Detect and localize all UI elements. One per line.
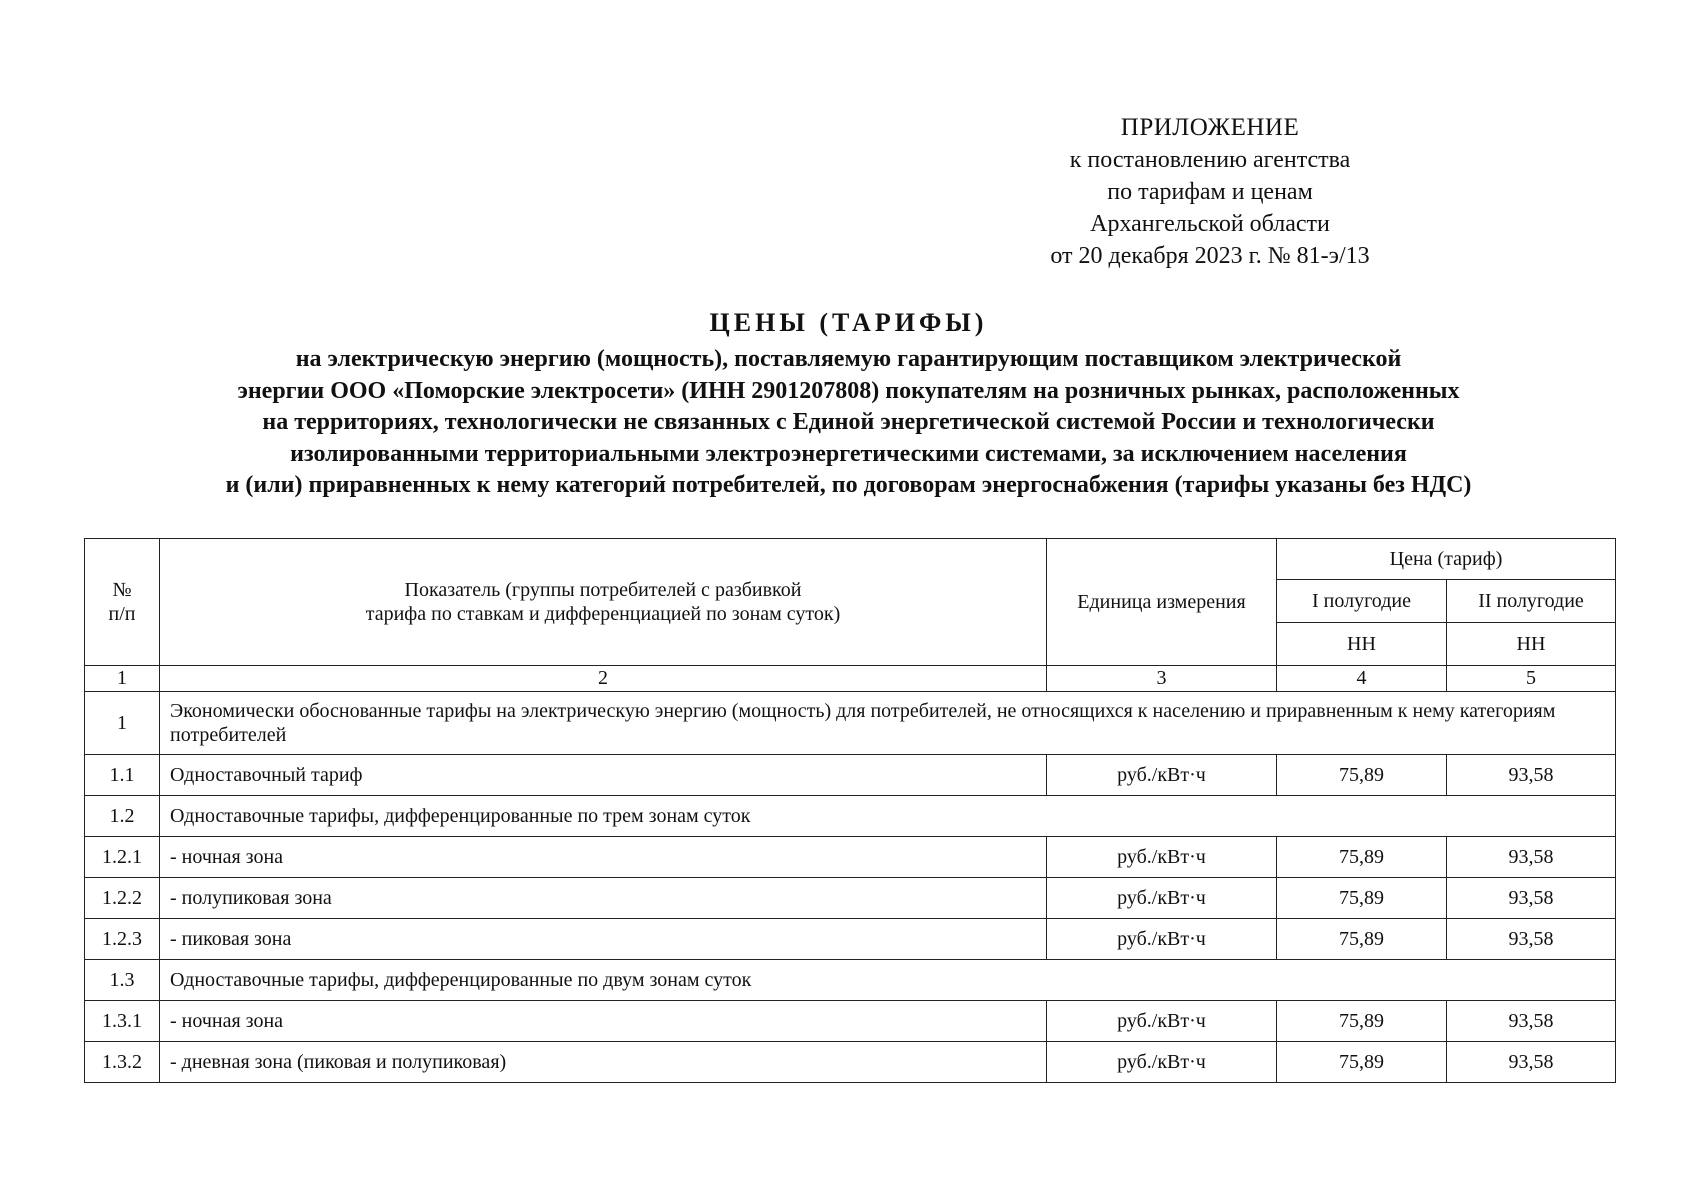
row-number: 1	[85, 692, 160, 755]
document-subtitle	[60, 344, 1637, 502]
header-indicator	[160, 539, 1047, 666]
row-unit: руб./кВт·ч	[1047, 1001, 1277, 1042]
row-unit: руб./кВт·ч	[1047, 755, 1277, 796]
table-row	[85, 878, 1616, 919]
column-number: 2	[160, 666, 1047, 692]
row-number: 1.3.1	[85, 1001, 160, 1042]
header-indicator-line: тарифа по ставкам и дифференциацией по зонам суток)	[365, 603, 841, 625]
subtitle-line: изолированными территориальными электроэнергетическими системами, за исключением населения	[290, 440, 1407, 467]
table-row	[85, 1042, 1616, 1083]
appendix-line: Архангельской области	[1090, 211, 1330, 237]
header-number-abbr: п/п	[108, 603, 136, 625]
table-row	[85, 1001, 1616, 1042]
row-value-half-2: 93,58	[1447, 919, 1616, 960]
column-number: 5	[1447, 666, 1616, 692]
row-description: Одноставочный тариф	[160, 755, 1047, 796]
row-number: 1.2.3	[85, 919, 160, 960]
subtitle-line: на электрическую энергию (мощность), поставляемую гарантирующим поставщиком электрической	[295, 346, 1402, 372]
subtitle-line: на территориях, технологически не связанных с Единой энергетической системой России и технологически	[262, 409, 1435, 435]
row-value-half-1: 75,89	[1277, 755, 1447, 796]
row-number: 1.3.2	[85, 1042, 160, 1083]
row-description: - полупиковая зона	[160, 878, 1047, 919]
row-value-half-2: 93,58	[1447, 1001, 1616, 1042]
row-number: 1.2	[85, 796, 160, 837]
header-price: Цена (тариф)	[1277, 539, 1616, 580]
header-number-symbol: №	[112, 579, 132, 601]
table-row	[85, 837, 1616, 878]
row-value-half-2: 93,58	[1447, 1042, 1616, 1083]
column-number: 3	[1047, 666, 1277, 692]
subtitle-line: и (или) приравненных к нему категорий потребителей, по договорам энергоснабжения (тарифы указаны без НДС)	[225, 472, 1472, 498]
row-value-half-2: 93,58	[1447, 837, 1616, 878]
header-number	[85, 539, 160, 666]
document-title: ЦЕНЫ (ТАРИФЫ)	[709, 308, 988, 337]
header-unit: Единица измерения	[1047, 539, 1277, 666]
row-description: - ночная зона	[160, 1001, 1047, 1042]
header-half-1: I полугодие	[1277, 580, 1447, 623]
row-unit: руб./кВт·ч	[1047, 878, 1277, 919]
row-description: Одноставочные тарифы, дифференцированные по трем зонам суток	[160, 796, 1616, 837]
row-description: Экономически обоснованные тарифы на электрическую энергию (мощность) для потребителей, не относящихся к населению и приравненным к нему категориям потребителей	[160, 692, 1616, 755]
row-description: - дневная зона (пиковая и полупиковая)	[160, 1042, 1047, 1083]
table-row	[85, 796, 1616, 837]
row-value-half-1: 75,89	[1277, 1042, 1447, 1083]
row-number: 1.2.1	[85, 837, 160, 878]
table-row	[85, 919, 1616, 960]
row-unit: руб./кВт·ч	[1047, 837, 1277, 878]
row-unit: руб./кВт·ч	[1047, 1042, 1277, 1083]
appendix-block	[1010, 112, 1410, 272]
row-description: - ночная зона	[160, 837, 1047, 878]
table-row	[85, 960, 1616, 1001]
row-description: - пиковая зона	[160, 919, 1047, 960]
row-number: 1.2.2	[85, 878, 160, 919]
row-value-half-1: 75,89	[1277, 837, 1447, 878]
appendix-line: к постановлению агентства	[1069, 147, 1351, 173]
column-number: 1	[85, 666, 160, 692]
row-description: Одноставочные тарифы, дифференцированные по двум зонам суток	[160, 960, 1616, 1001]
header-indicator-line: Показатель (группы потребителей с разбивкой	[404, 579, 802, 601]
appendix-date-number: от 20 декабря 2023 г. № 81-э/13	[1050, 243, 1370, 269]
row-unit: руб./кВт·ч	[1047, 919, 1277, 960]
table-row	[85, 692, 1616, 755]
column-number: 4	[1277, 666, 1447, 692]
row-number: 1.3	[85, 960, 160, 1001]
row-value-half-1: 75,89	[1277, 1001, 1447, 1042]
row-number: 1.1	[85, 755, 160, 796]
header-voltage-1: НН	[1277, 623, 1447, 666]
appendix-title: ПРИЛОЖЕНИЕ	[1120, 114, 1300, 141]
table-row	[85, 755, 1616, 796]
row-value-half-2: 93,58	[1447, 878, 1616, 919]
header-half-2: II полугодие	[1447, 580, 1616, 623]
row-value-half-2: 93,58	[1447, 755, 1616, 796]
row-value-half-1: 75,89	[1277, 878, 1447, 919]
header-voltage-2: НН	[1447, 623, 1616, 666]
tariff-table	[84, 538, 1616, 1083]
subtitle-line: энергии ООО «Поморские электросети» (ИНН 2901207808) покупателям на розничных рынках, расположенных	[237, 377, 1460, 404]
row-value-half-1: 75,89	[1277, 919, 1447, 960]
appendix-line: по тарифам и ценам	[1107, 179, 1313, 205]
